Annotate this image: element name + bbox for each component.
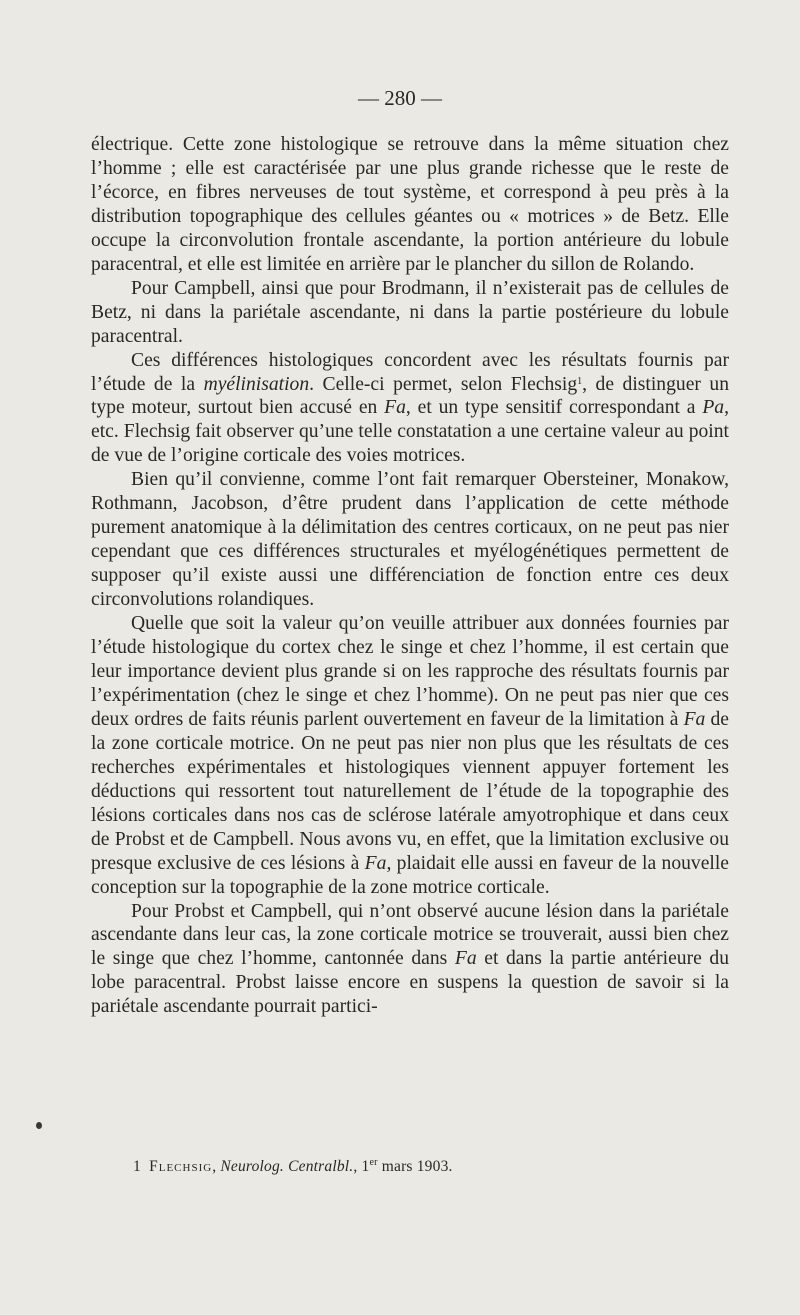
paragraph-2 xyxy=(91,277,729,349)
paragraph-text: Pour Campbell, ainsi que pour Brodmann, il n’existerait pas de cellules de Betz, ni dans la pariétale ascendante, ni dans la partie postérieure du lobule paracentral. xyxy=(91,277,729,347)
paragraph-3 xyxy=(91,349,729,469)
paragraph-text: Quelle que soit la valeur qu’on veuille attribuer aux données fournies par l’étude histologique du cortex chez le singe et chez l’homme, il est certain que leur importance devient plus grande si on les rapproche des résultats fournis par l’expérimentation (chez le singe et chez l’homme). On ne peut pas nier que ces deux ordres de faits réunis parlent ouvertement en faveur de la limitation à xyxy=(91,613,729,730)
paragraph-text: , de distinguer un type moteur, surtout bien accusé en xyxy=(91,373,730,419)
ink-spot xyxy=(36,1122,42,1129)
paragraph-text: Ces différences histologiques concordent avec les résultats fournis par l’étude de la xyxy=(91,349,729,395)
body-text xyxy=(91,133,729,1019)
paragraph-text: , plaidait elle aussi en faveur de la nouvelle conception sur la topographie de la zone motrice corticale. xyxy=(91,852,729,898)
footnote-reference[interactable]: 1 xyxy=(577,375,583,387)
page-number: — 280 — xyxy=(358,86,442,110)
paragraph-text: , et un type sensitif correspondant a xyxy=(405,397,703,419)
footnote-date: , 1 xyxy=(353,1158,370,1175)
paragraph-1 xyxy=(91,133,729,277)
italic-term: Pa xyxy=(702,397,725,419)
paragraph-text: électrique. Cette zone histologique se retrouve dans la même situation chez l’homme ; elle est caractérisée par une plus grande richesse que le reste de l’écorce, en fibres nerveuses de tout système, et correspond à peu près à la distribution topographique des cellules géantes ou « motrices » de Betz. Elle occupe la circonvolution frontale ascendante, la portion antérieure du lobule paracentral, et elle est limitée en arrière par le plancher du sillon de Rolando. xyxy=(91,134,729,275)
footnote xyxy=(133,1158,453,1176)
italic-term: Fa xyxy=(454,948,477,970)
footnote-date-superscript: er xyxy=(369,1157,378,1168)
paragraph-text: et dans la partie antérieure du lobe paracentral. Probst laisse encore en suspens la question de savoir si la pariétale ascendante pourrait partici- xyxy=(91,948,729,1018)
paragraph-6 xyxy=(91,900,729,1020)
paragraph-4 xyxy=(91,468,729,612)
italic-term: Fa xyxy=(384,397,406,419)
italic-term: Fa xyxy=(364,852,387,874)
footnote-marker: 1 xyxy=(133,1158,141,1175)
paragraph-5 xyxy=(91,612,729,899)
paragraph-text: Bien qu’il convienne, comme l’ont fait remarquer Obersteiner, Monakow, Rothmann, Jacobson, d’être prudent dans l’application de cette méthode purement anatomique à la délimitation des centres corticaux, on ne peut pas nier cependant que ces différences structurales et myélogénétiques permettent de supposer qu’il existe aussi une différenciation de fonction entre ces deux circonvolutions rolandiques. xyxy=(91,469,729,611)
paragraph-text: , etc. Flechsig fait observer qu’une telle constatation a une certaine valeur au point de vue de l’origine corticale des voies motrices. xyxy=(91,397,729,467)
paragraph-text: Pour Probst et Campbell, qui n’ont observé aucune lésion dans la pariétale ascendante dans leur cas, la zone corticale motrice se trouverait, aussi bien chez le singe que chez l’homme, cantonnée dans xyxy=(91,900,729,970)
footnote-author: Flechsig xyxy=(149,1158,213,1175)
italic-term: Fa xyxy=(683,708,706,730)
footnote-date: mars 1903. xyxy=(377,1158,453,1175)
paragraph-text: de la zone corticale motrice. On ne peut pas nier non plus que les résultats de ces recherches expérimentales et histologiques viennent appuyer fortement les déductions qui ressortent tout naturellement de l’étude de la topographie des lésions corticales dans nos cas de sclérose latérale amyotrophique et dans ceux de Probst et de Campbell. Nous avons vu, en effet, que la limitation exclusive ou presque exclusive de ces lésions à xyxy=(91,708,729,874)
paragraph-text: . Celle-ci permet, selon Flechsig xyxy=(309,373,578,395)
italic-term: myélinisation xyxy=(203,373,310,395)
footnote-journal: Neurolog. Centralbl. xyxy=(220,1158,354,1175)
footnote-punctuation: , xyxy=(212,1158,217,1175)
